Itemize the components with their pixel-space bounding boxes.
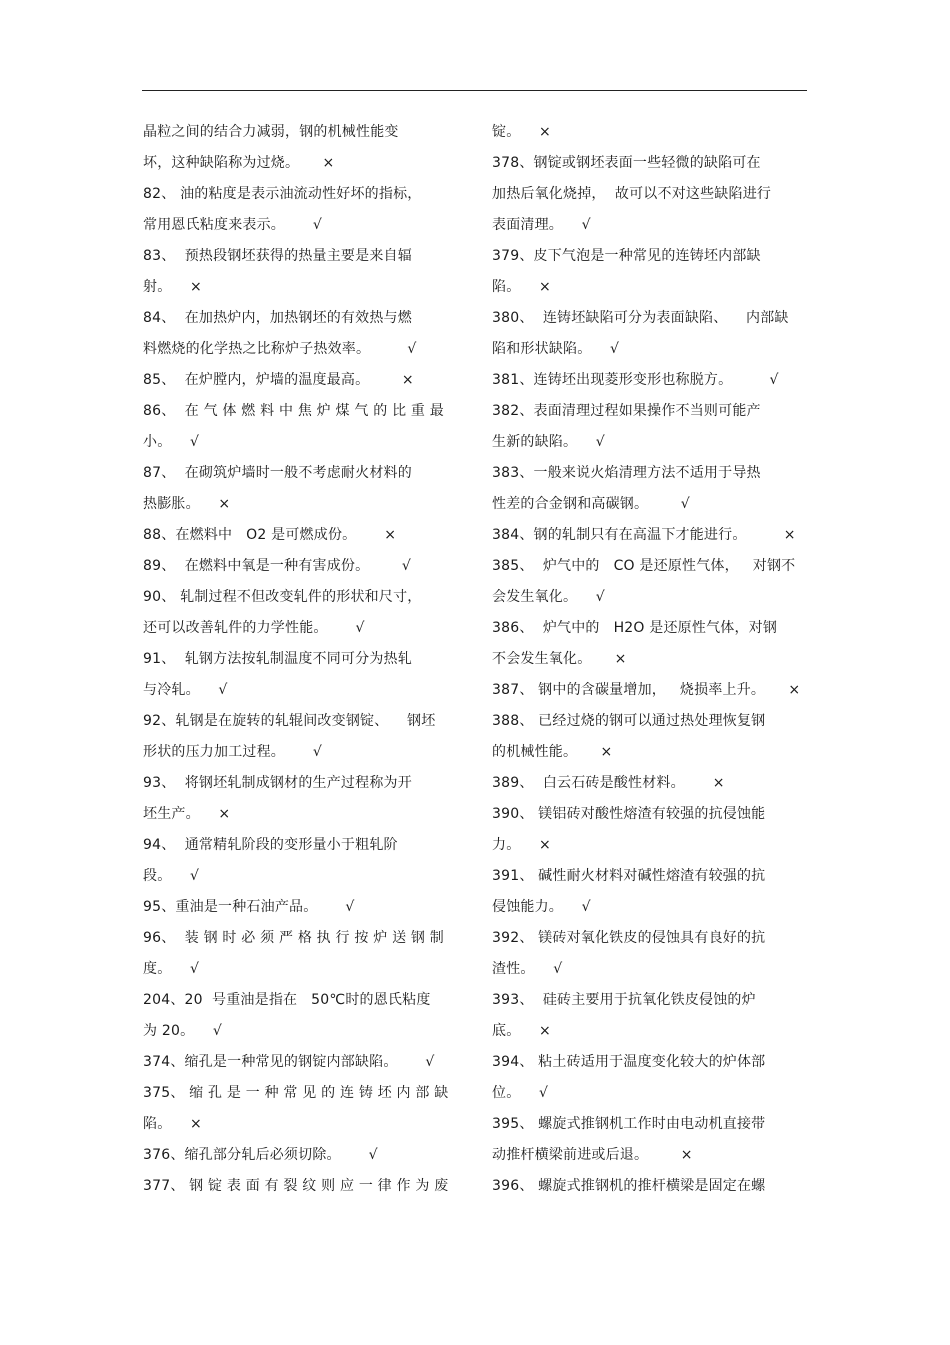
text-line: 还可以改善轧件的力学性能。 √ xyxy=(143,620,365,636)
text-line: 376、缩孔部分轧后必须切除。 √ xyxy=(143,1147,378,1163)
text-line: 391、 碱性耐火材料对碱性熔渣有较强的抗 xyxy=(492,868,766,884)
text-line: 385、 炉气中的 CO 是还原性气体， 对钢不 xyxy=(492,558,796,574)
text-line: 不会发生氧化。 × xyxy=(492,651,627,667)
text-line: 384、钢的轧制只有在高温下才能进行。 × xyxy=(492,527,796,543)
text-line: 位。 √ xyxy=(492,1085,549,1101)
text-line: 形状的压力加工过程。 √ xyxy=(143,744,323,760)
text-line: 坏，这种缺陷称为过烧。 × xyxy=(143,155,335,171)
text-line: 料燃烧的化学热之比称炉子热效率。 √ xyxy=(143,341,417,357)
text-line: 380、 连铸坯缺陷可分为表面缺陷、 内部缺 xyxy=(492,310,789,326)
text-line: 393、 硅砖主要用于抗氧化铁皮侵蚀的炉 xyxy=(492,992,756,1008)
text-line: 377、 钢 锭 表 面 有 裂 纹 则 应 一 律 作 为 废 xyxy=(143,1178,449,1194)
text-line: 加热后氧化烧掉， 故可以不对这些缺陷进行 xyxy=(492,186,772,202)
text-line: 381、连铸坯出现菱形变形也称脱方。 √ xyxy=(492,372,779,388)
text-line: 与冷轧。 √ xyxy=(143,682,228,698)
text-line: 374、缩孔是一种常见的钢锭内部缺陷。 √ xyxy=(143,1054,435,1070)
text-line: 394、 粘土砖适用于温度变化较大的炉体部 xyxy=(492,1054,766,1070)
text-line: 395、 螺旋式推钢机工作时由电动机直接带 xyxy=(492,1116,766,1132)
text-line: 387、 钢中的含碳量增加， 烧损率上升。 × xyxy=(492,682,801,698)
text-line: 84、 在加热炉内，加热钢坯的有效热与燃 xyxy=(143,310,412,326)
text-line: 侵蚀能力。 √ xyxy=(492,899,591,915)
text-line: 90、 轧制过程不但改变轧件的形状和尺寸， xyxy=(143,589,422,605)
text-line: 射。 × xyxy=(143,279,202,295)
text-line: 91、 轧钢方法按轧制温度不同可分为热轧 xyxy=(143,651,412,667)
text-line: 表面清理。 √ xyxy=(492,217,591,233)
right-column xyxy=(492,117,817,1202)
text-line: 坯生产。 × xyxy=(143,806,231,822)
text-line: 底。 × xyxy=(492,1023,551,1039)
text-line: 度。 √ xyxy=(143,961,200,977)
text-line: 386、 炉气中的 H2O 是还原性气体，对钢 xyxy=(492,620,778,636)
text-line: 390、 镁铝砖对酸性熔渣有较强的抗侵蚀能 xyxy=(492,806,766,822)
text-line: 94、 通常精轧阶段的变形量小于粗轧阶 xyxy=(143,837,398,853)
text-line: 陷和形状缺陷。 √ xyxy=(492,341,620,357)
text-line: 渣性。 √ xyxy=(492,961,563,977)
text-line: 379、皮下气泡是一种常见的连铸坯内部缺 xyxy=(492,248,761,264)
text-line: 96、 装 钢 时 必 须 严 格 执 行 按 炉 送 钢 制 xyxy=(143,930,444,946)
text-line: 陷。 × xyxy=(492,279,551,295)
text-line: 生新的缺陷。 √ xyxy=(492,434,605,450)
left-column xyxy=(143,117,468,1202)
text-line: 动推杆横梁前进或后退。 × xyxy=(492,1147,693,1163)
text-line: 382、表面清理过程如果操作不当则可能产 xyxy=(492,403,761,419)
text-line: 86、 在 气 体 燃 料 中 焦 炉 煤 气 的 比 重 最 xyxy=(143,403,444,419)
text-line: 392、 镁砖对氧化铁皮的侵蚀具有良好的抗 xyxy=(492,930,766,946)
text-line: 会发生氧化。 √ xyxy=(492,589,605,605)
text-line: 陷。 × xyxy=(143,1116,202,1132)
text-line: 为 20。 √ xyxy=(143,1023,222,1039)
text-line: 375、 缩 孔 是 一 种 常 见 的 连 铸 坯 内 部 缺 xyxy=(143,1085,449,1101)
text-line: 95、重油是一种石油产品。 √ xyxy=(143,899,355,915)
text-line: 的机械性能。 × xyxy=(492,744,613,760)
text-line: 93、 将钢坯轧制成钢材的生产过程称为开 xyxy=(143,775,412,791)
text-line: 87、 在砌筑炉墙时一般不考虑耐火材料的 xyxy=(143,465,412,481)
text-line: 段。 √ xyxy=(143,868,200,884)
text-line: 388、 已经过烧的钢可以通过热处理恢复钢 xyxy=(492,713,766,729)
text-line: 晶粒之间的结合力减弱，钢的机械性能变 xyxy=(143,124,399,140)
text-line: 小。 √ xyxy=(143,434,200,450)
text-line: 83、 预热段钢坯获得的热量主要是来自辐 xyxy=(143,248,412,264)
text-line: 204、20 号重油是指在 50℃时的恩氏粘度 xyxy=(143,992,431,1008)
text-line: 378、钢锭或钢坯表面一些轻微的缺陷可在 xyxy=(492,155,761,171)
text-line: 82、 油的粘度是表示油流动性好坏的指标， xyxy=(143,186,422,202)
text-line: 383、一般来说火焰清理方法不适用于导热 xyxy=(492,465,761,481)
header-rule xyxy=(142,90,807,91)
text-line: 热膨胀。 × xyxy=(143,496,231,512)
text-line: 锭。 × xyxy=(492,124,551,140)
text-line: 85、 在炉膛内，炉墙的温度最高。 × xyxy=(143,372,414,388)
text-line: 89、 在燃料中氧是一种有害成份。 √ xyxy=(143,558,411,574)
text-line: 性差的合金钢和高碳钢。 √ xyxy=(492,496,690,512)
text-line: 88、在燃料中 O2 是可燃成份。 × xyxy=(143,527,397,543)
text-line: 力。 × xyxy=(492,837,551,853)
text-line: 92、轧钢是在旋转的轧辊间改变钢锭、 钢坯 xyxy=(143,713,436,729)
text-line: 396、 螺旋式推钢机的推杆横梁是固定在螺 xyxy=(492,1178,766,1194)
text-line: 常用恩氏粘度来表示。 √ xyxy=(143,217,323,233)
text-line: 389、 白云石砖是酸性材料。 × xyxy=(492,775,725,791)
